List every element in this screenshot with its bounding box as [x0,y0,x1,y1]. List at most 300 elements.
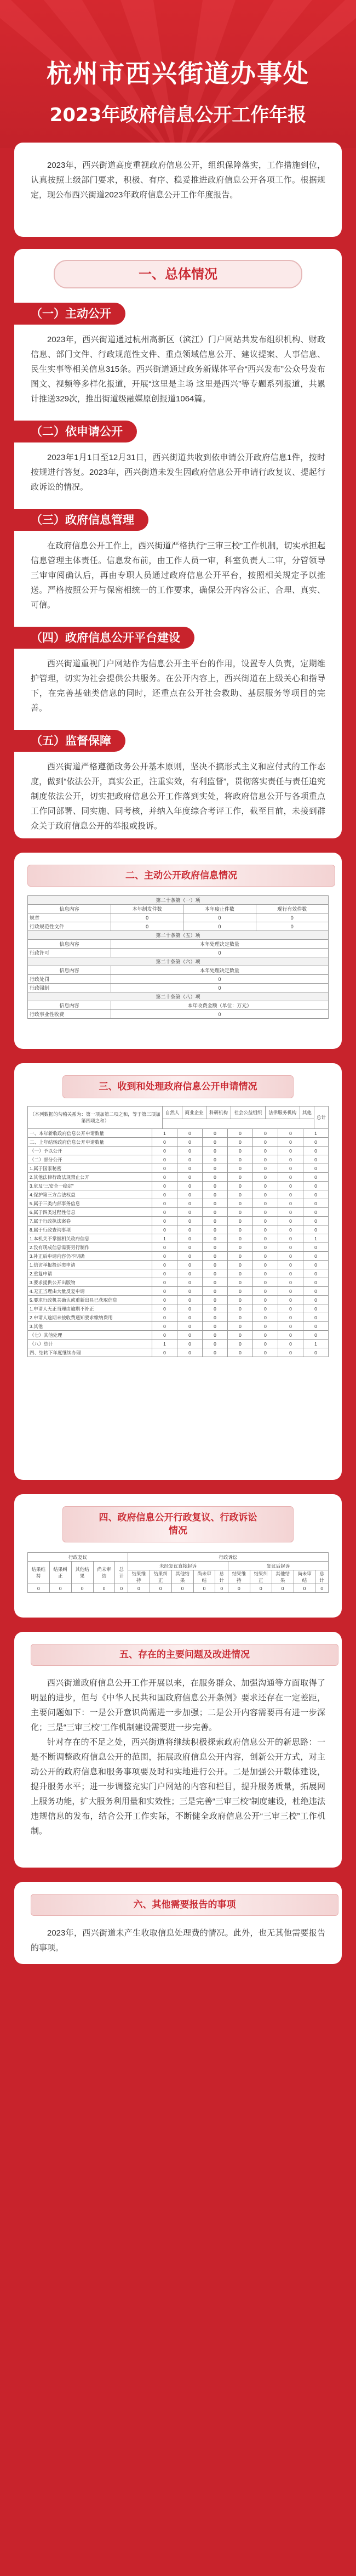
paragraph: 2023年，西兴街道未产生收取信息处理费的情况。此外，也无其他需要报告的事项。 [31,1928,325,1953]
table-cell: 0 [228,1164,253,1173]
row-label: 3.补正后申请内容仍不明确 [28,1252,152,1261]
table-cell: 0 [278,1304,303,1313]
table-row [28,1147,329,1155]
table-cell: 0 [303,1287,329,1296]
table-group-header: 第二十条第（八）项 [28,992,329,1001]
table-cell: 信息内容 [28,1001,111,1010]
table-row [28,1225,329,1234]
table-cell: 0 [278,1129,303,1138]
section1-card [14,249,342,838]
row-label: 4.无正当理由大量反复申请 [28,1287,152,1296]
table-cell: 0 [278,1190,303,1199]
row-label: 6.属于四类过程性信息 [28,1208,152,1217]
table-row [28,1182,329,1190]
table-cell: 0 [115,1584,128,1593]
table-cell: 0 [278,1313,303,1322]
table-cell: 0 [177,1340,203,1348]
table-cell: 0 [228,1304,253,1313]
table-cell: 0 [278,1322,303,1331]
table-cell: 0 [152,1138,177,1147]
row-label: 3.其他 [28,1322,152,1331]
table-cell: 0 [152,1155,177,1164]
table-cell: 行政事业性收费 [28,1010,111,1019]
table-cell: 0 [203,1225,228,1234]
table-col-header: 总计 [215,1570,228,1584]
table-cell: 0 [303,1199,329,1208]
row-label: 7.属于行政执法案卷 [28,1217,152,1225]
table-cell: 0 [203,1252,228,1261]
table-cell: 0 [203,1190,228,1199]
table-cell: 本年收费金额（单位：万元） [111,1001,328,1010]
table-cell: 0 [152,1217,177,1225]
table-cell: 0 [278,1208,303,1217]
section6-title: 六、其他需要报告的事项 [31,1894,338,1916]
subsection-text: 2023年，西兴街道通过杭州高新区（滨江）门户网站共发布组织机构、财政信息、部门文件、行政规范性文件、重点领域信息公开、建议提案、人事信息、民生实事等相关信息315条。西兴街道通过政务新媒体平台“西兴发布”公众号发布图文、视频等多样化报道，开展“这里是主场 这里是西兴”等专题系列报道，共累计推送329次，推出街道级融媒原创报道1064篇。 [31,335,325,404]
subsection-title: （五）监督保障 [14,730,125,752]
table-row [28,1190,329,1199]
table-group-header: 行政复议 [28,1553,128,1562]
table-cell: 0 [278,1278,303,1287]
table-cell: 0 [152,1313,177,1322]
table-cell: 0 [228,1269,253,1278]
table-cell: 0 [152,1348,177,1357]
table-cell: 0 [303,1331,329,1340]
table-cell: 0 [203,1234,228,1243]
table-cell: 0 [152,1296,177,1304]
table-row [28,1296,329,1304]
table-cell: 0 [203,1182,228,1190]
table-cell: 0 [303,1243,329,1252]
table-group-header: 第二十条第（一）项 [28,896,329,905]
table-col-header: 自然人 [163,1107,182,1119]
table-col-header: 总计 [315,1570,329,1584]
table-cell: 0 [228,1217,253,1225]
subsection-text: 西兴街道重视门户网站作为信息公开主平台的作用，设置专人负责，定期维护管理，切实为社会提供公共服务。在公开内容上，西兴街道在上级关心和指导下，在完善基础类信息的同时，还重点在公开社会救助、基层服务等项目的完善。 [31,659,325,713]
table-cell: 0 [228,1340,253,1348]
table-cell: 0 [28,1584,50,1593]
table-cell: 0 [152,1243,177,1252]
table-cell: 0 [203,1340,228,1348]
table-cell: 0 [315,1584,329,1593]
table-row [28,1261,329,1269]
table-cell: 0 [256,922,328,931]
table-row [28,1304,329,1313]
table-row [28,1278,329,1287]
table-cell: 0 [177,1173,203,1182]
table-cell: 0 [203,1296,228,1304]
table-col-header: 结果纠正 [150,1570,171,1584]
table-cell: 1 [152,1234,177,1243]
table-group-header: 第二十条第（五）项 [28,931,329,940]
table-cell: 0 [228,1208,253,1217]
table-row [28,1322,329,1331]
table-cell: 行政规范性文件 [28,922,111,931]
table-cell: 0 [253,1269,278,1278]
table-cell: 0 [294,1584,315,1593]
table-cell: 信息内容 [28,966,111,975]
row-label: 1.本机关不掌握相关政府信息 [28,1234,152,1243]
table-cell: 0 [203,1331,228,1340]
table-cell: 0 [253,1313,278,1322]
subsection-text: 在政府信息公开工作上，西兴街道严格执行“三审三校”工作机制，切实承担起信息管理主体责任。信息发布前，由工作人员一审，科室负责人二审，分管领导三审审阅确认后，再由专职人员通过政府信息公开平台，按照相关规定予以推送。严格按照公开与保密相统一的工作要求，确保公开内容公正、合理、真实、可信。 [31,541,325,610]
table-cell: 0 [203,1173,228,1182]
table-cell: 0 [152,1147,177,1155]
table-cell: 0 [278,1348,303,1357]
table-cell: 信息内容 [28,905,111,913]
table-row [28,1155,329,1164]
table-cell: 0 [93,1584,115,1593]
table-cell: 0 [303,1147,329,1155]
table-cell: 0 [183,922,256,931]
table-cell: 0 [177,1304,203,1313]
table-cell: 0 [203,1348,228,1357]
table-cell: 0 [228,1243,253,1252]
subsection-title: （三）政府信息管理 [14,509,148,531]
table-cell: 0 [203,1278,228,1287]
table-col-header: 商业企业 [182,1107,206,1119]
table-cell: 0 [253,1234,278,1243]
subsection-title: （一）主动公开 [14,303,125,325]
table-cell: 0 [303,1304,329,1313]
table-cell: 0 [171,1584,193,1593]
table-row [28,1252,329,1261]
table-cell: 信息内容 [28,940,111,949]
table-cell: 0 [253,1182,278,1190]
review-litigation-table [27,1552,329,1593]
table-col-header: 总计 [314,1107,328,1129]
section5-card [14,1632,342,1868]
active-disclosure-table [27,895,329,1019]
table-row [28,1340,329,1348]
table-row [28,1348,329,1357]
table-col-header: 社会公益组织 [231,1107,265,1119]
table-col-header: 其他结果 [272,1570,294,1584]
table-cell: 0 [203,1217,228,1225]
table-cell: 0 [177,1199,203,1208]
table-cell: 0 [278,1331,303,1340]
table-cell: 0 [203,1313,228,1322]
table-cell: 0 [177,1252,203,1261]
table-row [28,1584,329,1593]
table-col-header: 其他结果 [171,1570,193,1584]
row-label: 2.其他法律行政法规禁止公开 [28,1173,152,1182]
table-cell: 0 [152,1287,177,1296]
table-cell: 0 [256,913,328,922]
table-cell: 0 [303,1173,329,1182]
table-cell: 0 [228,1129,253,1138]
table-cell: 0 [152,1190,177,1199]
table-cell: 0 [228,1182,253,1190]
page-subtitle: 2023年政府信息公开工作年报 [49,104,307,126]
table-col-header: 结果纠正 [49,1562,71,1584]
table-cell: 0 [278,1138,303,1147]
page-title: 杭州市西兴街道办事处 [47,59,309,88]
table-cell: 0 [228,1296,253,1304]
table-cell: 本年废止件数 [183,905,256,913]
table-cell: 0 [303,1217,329,1225]
row-label: 1.申请人无正当理由逾期不补正 [28,1304,152,1313]
table-cell: 0 [177,1164,203,1173]
table-cell: 0 [253,1296,278,1304]
table-cell: 本年处理决定数量 [111,966,328,975]
table-cell: 0 [177,1190,203,1199]
table-row [28,1199,329,1208]
table-cell: 0 [278,1199,303,1208]
table-cell: 0 [253,1190,278,1199]
row-label: （一）予以公开 [28,1147,152,1155]
table-row [28,1217,329,1225]
table-cell: 1 [303,1340,329,1348]
table-row [28,1269,329,1278]
row-label: 1.信访举报投诉类申请 [28,1261,152,1269]
table-cell: 0 [177,1278,203,1287]
section4-title: 四、政府信息公开行政复议、行政诉讼情况 [62,1506,294,1542]
table-cell: 0 [183,913,256,922]
table-cell: 0 [177,1287,203,1296]
table-cell: 0 [253,1225,278,1234]
table-cell: 0 [152,1199,177,1208]
table-cell: 0 [303,1208,329,1217]
table-cell: 0 [278,1164,303,1173]
table-cell: 0 [128,1584,150,1593]
table-row [28,1173,329,1182]
table-col-header: 尚未审结 [294,1570,315,1584]
table-cell: 0 [228,1584,250,1593]
table-cell: 0 [152,1173,177,1182]
table-cell: 0 [278,1296,303,1304]
table-cell: 0 [253,1278,278,1287]
table-cell: 0 [152,1208,177,1217]
table-cell: 0 [177,1208,203,1217]
table-col-header: 尚未审结 [193,1570,215,1584]
table-row [28,1138,329,1147]
table-row [28,1164,329,1173]
table-cell: 0 [203,1199,228,1208]
section2-card [14,853,342,1049]
table-cell: 0 [253,1331,278,1340]
paragraph: 西兴街道政府信息公开工作开展以来，在服务群众、加强沟通等方面取得了明显的进步，但与《中华人民共和国政府信息公开条例》要求还存在一定差距，主要问题如下：一是公开意识尚需进一步加强；二是公开内容需要再有进一步深化；三是“三审三校”工作机制建设需要进一步完善。 [31,1678,325,1732]
table-cell: 0 [303,1348,329,1357]
table-cell: 0 [278,1269,303,1278]
table-cell: 0 [228,1190,253,1199]
table-cell: 0 [303,1261,329,1269]
table-cell: 0 [152,1164,177,1173]
section5-title: 五、存在的主要问题及改进情况 [31,1644,338,1666]
table-cell: 0 [228,1155,253,1164]
table-cell: 0 [228,1138,253,1147]
table-cell: 0 [111,913,183,922]
row-label: 2.没有现成信息需要另行制作 [28,1243,152,1252]
table-cell: 0 [303,1252,329,1261]
table-cell: 0 [111,949,328,957]
section3-card [14,1063,342,1480]
table-row [28,1313,329,1322]
table-cell: 0 [253,1199,278,1208]
table-cell: 0 [253,1155,278,1164]
row-label: 一、本年新收政府信息公开申请数量 [28,1129,152,1138]
table-cell: 0 [253,1147,278,1155]
table-cell: 0 [303,1225,329,1234]
row-label: （七）其他处理 [28,1331,152,1340]
table-cell: 0 [228,1278,253,1287]
table-cell: 0 [228,1225,253,1234]
table-cell: 0 [177,1225,203,1234]
table-group-header: 行政诉讼 [128,1553,329,1562]
row-label: 5.要求行政机关确认或重新出具已获取信息 [28,1296,152,1304]
table-cell: 本年制发件数 [111,905,183,913]
table-cell: 0 [177,1129,203,1138]
table-cell: 0 [228,1234,253,1243]
table-cell: 0 [228,1252,253,1261]
table-cell: 0 [303,1164,329,1173]
table-cell: 0 [303,1296,329,1304]
application-table [27,1106,329,1129]
table-cell: 0 [203,1155,228,1164]
table-cell: 0 [203,1129,228,1138]
intro-card [14,143,342,237]
table-col-header: 其他结果 [71,1562,93,1584]
table-cell: 0 [177,1296,203,1304]
table-cell: 0 [253,1252,278,1261]
table-row [28,1287,329,1296]
table-cell: 0 [303,1155,329,1164]
table-cell: 0 [177,1234,203,1243]
table-col-header: 结果维持 [228,1570,250,1584]
table-cell: 0 [177,1322,203,1331]
page-header [0,0,356,148]
table-cell: 0 [177,1313,203,1322]
table-cell: 0 [228,1147,253,1155]
table-cell: 0 [150,1584,171,1593]
table-cell: 行政处罚 [28,975,111,984]
table-col-header: 未经复议直接起诉 [128,1562,228,1570]
table-row [28,1129,329,1138]
table-cell: 0 [193,1584,215,1593]
row-label: （二）部分公开 [28,1155,152,1164]
section2-title: 二、主动公开政府信息情况 [27,865,335,887]
table-col-header: 尚未审结 [93,1562,115,1584]
table-cell: 0 [303,1313,329,1322]
subsection-text: 西兴街道严格遵循政务公开基本原则，坚决不搞形式主义和应付式的工作态度，做到“依法公开，真实公正，注重实效，有利监督”，贯彻落实责任与责任追究制度依法公开，切实把政府信息公开工作落到实处，将政府信息公开与各项重点工作同部署、同实施、同考核，并纳入年度综合考评工作，截至目前，未接到群众关于政府信息公开的举报或投诉。 [31,762,325,831]
table-row [28,1243,329,1252]
table-cell: 0 [203,1147,228,1155]
row-label: 2.重复申请 [28,1269,152,1278]
row-label: 8.属于行政查询事项 [28,1225,152,1234]
table-cell: 0 [278,1234,303,1243]
table-col-header: 法律服务机构 [265,1107,300,1119]
table-cell: 0 [152,1331,177,1340]
table-cell: 0 [152,1182,177,1190]
table-cell: 0 [228,1261,253,1269]
table-cell: 0 [203,1269,228,1278]
table-row [28,1234,329,1243]
table-cell: 0 [203,1322,228,1331]
table-cell: 1 [152,1340,177,1348]
table-cell: 0 [152,1278,177,1287]
table-cell: 0 [177,1217,203,1225]
table-cell: 0 [177,1155,203,1164]
table-cell: 0 [177,1261,203,1269]
table-cell: 0 [203,1304,228,1313]
section6-card [14,1882,342,1964]
table-cell: 0 [278,1252,303,1261]
row-label: （八）总计 [28,1340,152,1348]
table-cell: 0 [177,1243,203,1252]
table-cell: 1 [303,1234,329,1243]
table-cell: 行政许可 [28,949,111,957]
table-cell: 0 [303,1269,329,1278]
row-label: 四、结转下年度继续办理 [28,1348,152,1357]
table-cell: 0 [111,975,328,984]
table-cell: 0 [278,1155,303,1164]
section4-card [14,1494,342,1618]
table-cell: 0 [152,1322,177,1331]
table-cell: 0 [278,1147,303,1155]
table-cell: 0 [278,1243,303,1252]
table-cell: 0 [203,1261,228,1269]
paragraph: 针对存在的不足之处，西兴街道将继续积极探索政府信息公开的新思路：一是不断调整政府信息公开的范围，拓展政府信息公开内容，创新公开方式，对主动公开的政府信息和服务事项要及时和实地进行公开。二是加强公开载体建设，提升服务水平；进一步调整充实门户网站的内容和栏目，提升服务质量，拓展网上服务功能，扩大服务利用量和实效性；三是完善“三审三校”制度建设，杜绝违法违规信息的发布，结合公开工作实际，不断健全政府信息公开“三审三校”工作机制。 [31,1738,325,1836]
row-label: 4.保护第三方合法权益 [28,1190,152,1199]
table-cell: 0 [177,1331,203,1340]
table-cell: 0 [177,1182,203,1190]
subsection-title: （四）政府信息公开平台建设 [14,627,194,649]
table-col-header: 其他 [300,1107,314,1119]
table-col-header: 结果维持 [128,1570,150,1584]
table-cell: 0 [203,1164,228,1173]
table-cell: 0 [203,1287,228,1296]
table-col-header: 结果纠正 [250,1570,272,1584]
table-cell: 0 [111,984,328,992]
table-cell: 0 [303,1182,329,1190]
table-cell: 0 [203,1208,228,1217]
table-cell: 0 [253,1208,278,1217]
table-cell: 0 [203,1138,228,1147]
row-label: 二、上年结转政府信息公开申请数量 [28,1138,152,1147]
table-cell: 0 [228,1331,253,1340]
table-cell: 0 [278,1225,303,1234]
table-col-header: 复议后起诉 [228,1562,329,1570]
table-cell: 规章 [28,913,111,922]
table-note: （本列数据的勾稽关系为：第一项加第二项之和，等于第三项加第四项之和） [28,1107,163,1129]
table-cell: 0 [253,1287,278,1296]
section1-title: 一、总体情况 [54,260,302,288]
table-cell: 0 [49,1584,71,1593]
table-cell: 0 [253,1322,278,1331]
table-cell: 0 [303,1322,329,1331]
table-cell: 0 [228,1199,253,1208]
table-cell: 行政强制 [28,984,111,992]
table-cell: 0 [228,1173,253,1182]
table-cell: 0 [253,1243,278,1252]
table-cell: 0 [253,1164,278,1173]
table-cell: 0 [278,1261,303,1269]
table-cell: 0 [303,1138,329,1147]
row-label: 2.申请人逾期未按收费通知要求缴纳费用 [28,1313,152,1322]
table-cell: 0 [278,1340,303,1348]
table-cell: 0 [177,1348,203,1357]
table-cell: 1 [303,1129,329,1138]
table-group-header: 第二十条第（六）项 [28,957,329,966]
table-cell: 1 [152,1129,177,1138]
table-cell: 0 [278,1182,303,1190]
table-cell: 0 [177,1138,203,1147]
table-cell: 0 [203,1243,228,1252]
table-cell: 0 [71,1584,93,1593]
subsection-text: 2023年1月1日至12月31日，西兴街道共收到依申请公开政府信息1件，按时按规进行答复。2023年，西兴街道未发生因政府信息公开申请行政复议、提起行政诉讼的情况。 [31,453,325,492]
table-cell: 0 [228,1322,253,1331]
row-label: 5.属于三类内部事务信息 [28,1199,152,1208]
table-row [28,1208,329,1217]
